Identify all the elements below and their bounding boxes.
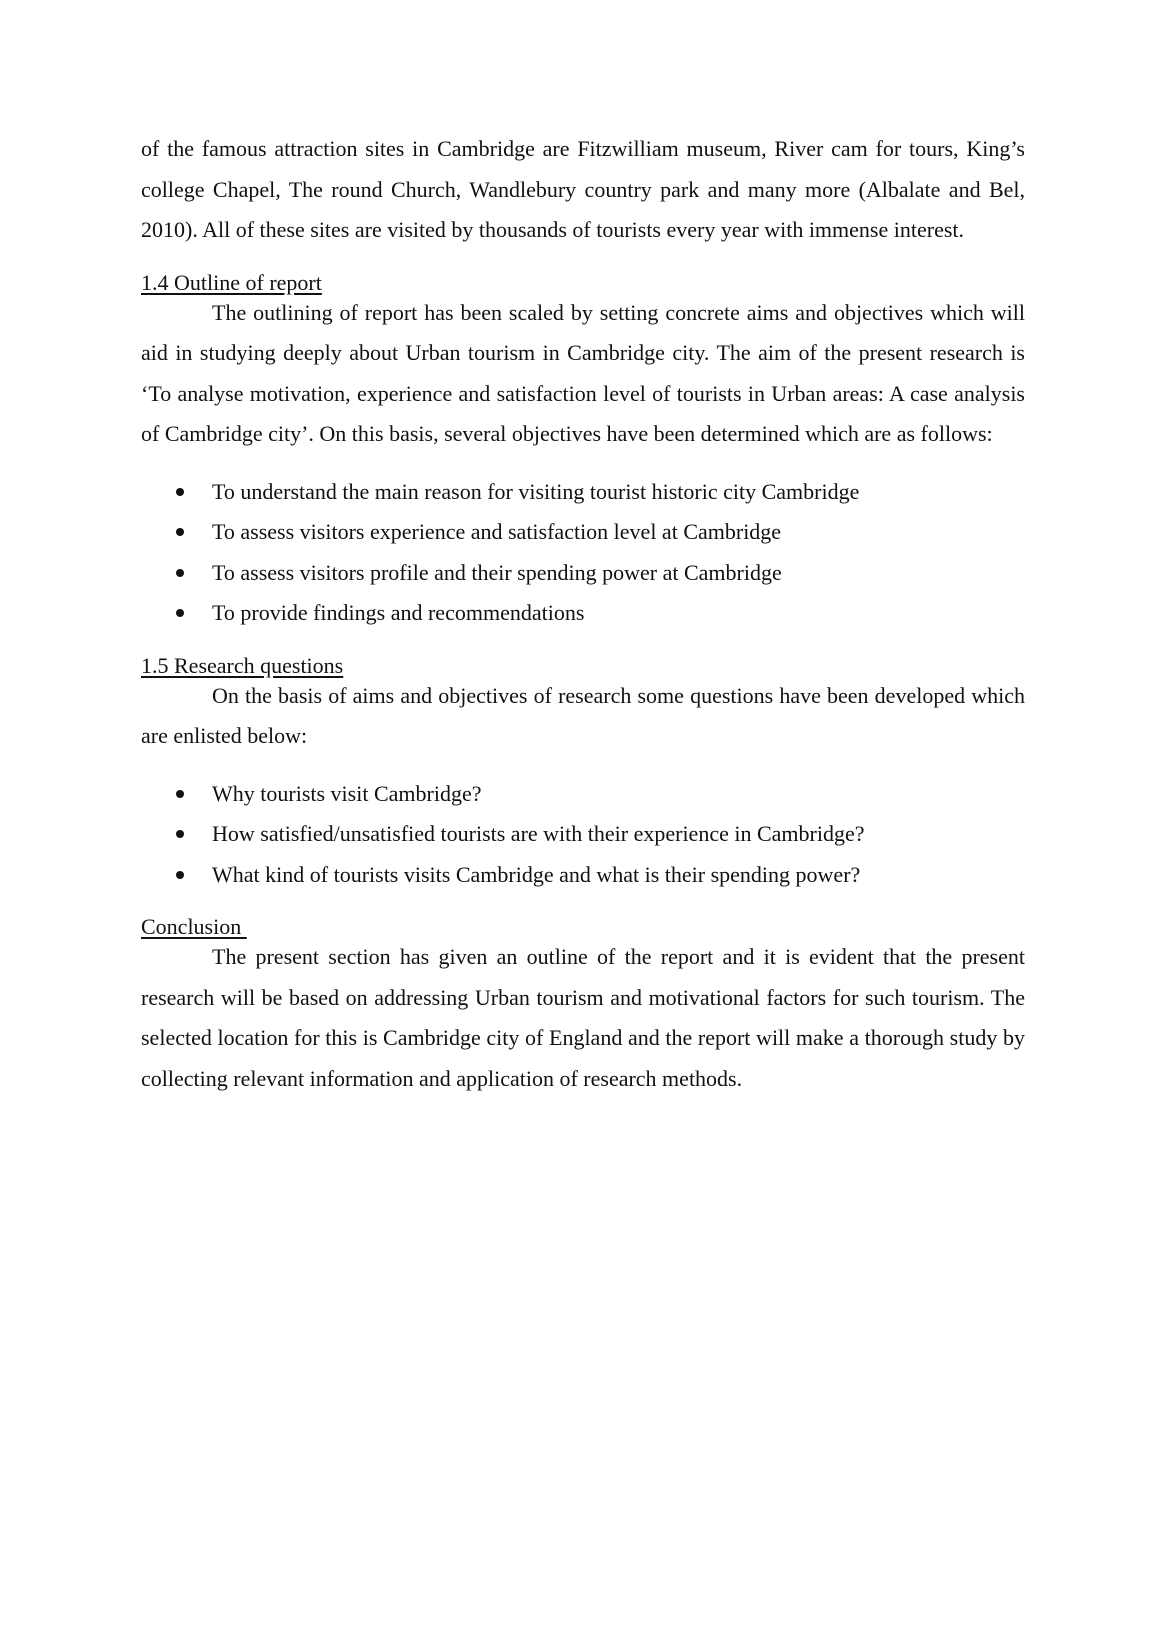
- research-questions-heading: 1.5 Research questions: [141, 652, 344, 678]
- conclusion-paragraph: The present section has given an outline of the report and it is evident that the present research will be based on addressing Urban tourism and motivational factors for such tourism. The selected location for this is Cambridge city of England and the report will make a thorough study by collecting relevant information and application of research methods.: [141, 944, 1025, 1091]
- bullet-icon: [176, 528, 184, 536]
- list-item: To provide findings and recommendations: [141, 593, 1025, 634]
- list-item: How satisfied/unsatisfied tourists are with their experience in Cambridge?: [141, 814, 1025, 855]
- list-item: Why tourists visit Cambridge?: [141, 774, 1025, 815]
- list-item: To assess visitors experience and satisfaction level at Cambridge: [141, 512, 1025, 553]
- bullet-icon: [176, 488, 184, 496]
- list-item: To understand the main reason for visiting tourist historic city Cambridge: [141, 472, 1025, 513]
- outline-paragraph: The outlining of report has been scaled by setting concrete aims and objectives which will aid in studying deeply about Urban tourism in Cambridge city. The aim of the present research is ‘To analyse motivation, experience and satisfaction level of tourists in Urban areas: A case analysis of Cambridge city’. On this basis, several objectives have been determined which are as follows:: [141, 299, 1025, 446]
- list-item: What kind of tourists visits Cambridge and what is their spending power?: [141, 855, 1025, 896]
- list-item: To assess visitors profile and their spending power at Cambridge: [141, 553, 1025, 594]
- document-page: [141, 135, 1025, 1099]
- intro-paragraph: of the famous attraction sites in Cambridge are Fitzwilliam museum, River cam for tours, King’s college Chapel, The round Church, Wandlebury country park and many more (Albalate and Bel, 2010). All of these sites are visited by thousands of tourists every year with immense interest.: [141, 136, 1025, 242]
- bullet-icon: [176, 830, 184, 838]
- objectives-list: [141, 472, 1025, 634]
- outline-heading: 1.4 Outline of report: [141, 269, 322, 295]
- questions-list: [141, 774, 1025, 896]
- bullet-icon: [176, 569, 184, 577]
- conclusion-heading: Conclusion: [141, 914, 247, 939]
- bullet-icon: [176, 609, 184, 617]
- bullet-icon: [176, 871, 184, 879]
- bullet-icon: [176, 790, 184, 798]
- research-questions-paragraph: On the basis of aims and objectives of research some questions have been developed which are enlisted below:: [141, 682, 1025, 748]
